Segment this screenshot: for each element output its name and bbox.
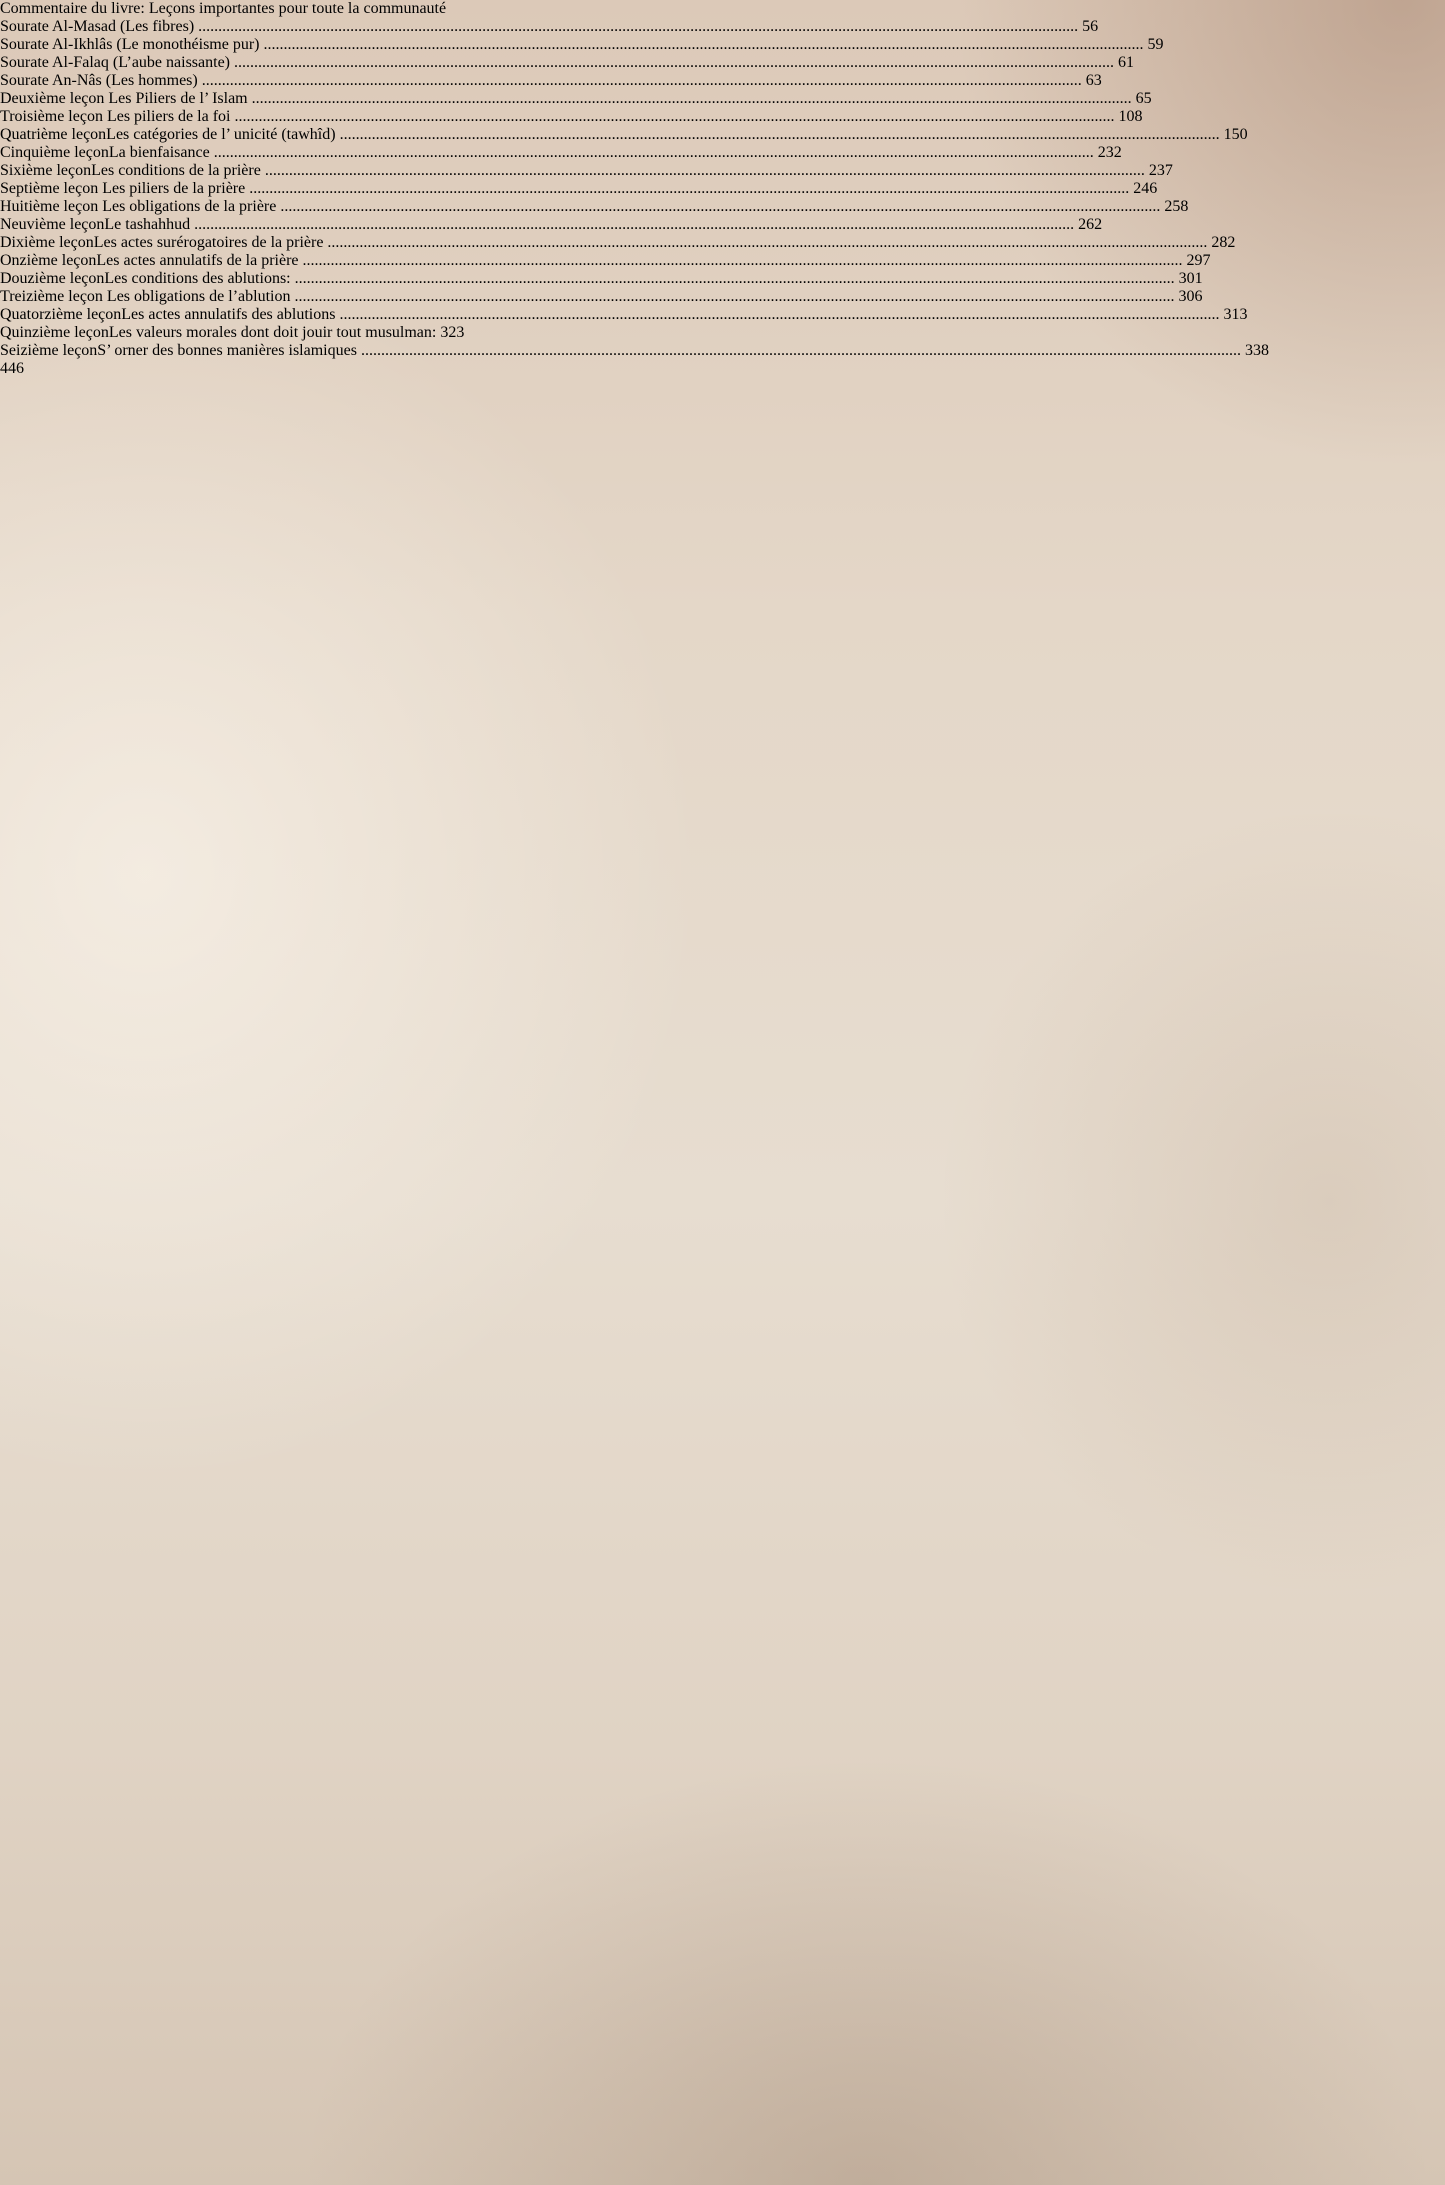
entry-label [0,198,276,215]
toc-entry [0,306,1445,324]
entry-page-number: 297 [1186,252,1211,269]
toc-entry [0,180,1445,198]
dot-leader: ............................................................................................................................................................................................................................ [339,126,1220,143]
dot-leader: ............................................................................................................................................................................................................................ [213,144,1094,161]
entry-page-number: 63 [1085,72,1102,89]
toc-entry [0,270,1445,288]
entry-label [0,234,323,251]
dot-leader: ............................................................................................................................................................................................................................ [249,180,1130,197]
dot-leader: ............................................................................................................................................................................................................................ [234,108,1115,125]
toc-entry [0,144,1445,162]
dot-leader: ............................................................................................................................................................................................................................ [201,72,1082,89]
entry-label [0,54,230,71]
toc-entry [0,36,1445,54]
entry-lesson-name: Dixième leçon [0,234,94,251]
entry-page-number: 237 [1148,162,1173,179]
entry-title: Les conditions des ablutions: [104,270,291,287]
footer-page-number: 446 [0,360,24,377]
toc-entry [0,216,1445,234]
entry-title: Sourate Al-Ikhlâs (Le monothéisme pur) [0,36,260,53]
entry-page-number: 59 [1147,36,1164,53]
entry-lesson-name: Neuvième leçon [0,216,105,233]
running-header: Commentaire du livre: Leçons importantes pour toute la communauté [0,0,447,17]
dot-leader: ............................................................................................................................................................................................................................ [263,36,1144,53]
dot-leader: ............................................................................................................................................................................................................................ [234,54,1115,71]
dot-leader: ............................................................................................................................................................................................................................ [294,288,1175,305]
toc-entry [0,126,1445,144]
entry-label [0,18,194,35]
entry-lesson-name: Quatrième leçon [0,126,107,143]
entry-title: Les actes annulatifs des ablutions [121,306,336,323]
toc-entry [0,234,1445,252]
dot-leader: ............................................................................................................................................................................................................................ [360,342,1241,359]
toc-entry [0,54,1445,72]
entry-title: Sourate Al-Falaq (L’aube naissante) [0,54,231,71]
entry-title: Treizième leçon Les obligations de l’ablution [0,288,291,305]
entry-lesson-name: Quatorzième leçon [0,306,122,323]
entry-label [0,90,248,107]
toc-entry [0,252,1445,270]
entry-title: Sourate An-Nâs (Les hommes) [0,72,198,89]
entry-label [0,180,245,197]
toc-entry [0,288,1445,306]
entry-page-number: 232 [1097,144,1122,161]
toc [0,18,1445,360]
toc-entry [0,90,1445,108]
entry-page-number: 306 [1178,288,1203,305]
entry-lesson-name: Douzième leçon [0,270,105,287]
entry-title: Les actes surérogatoires de la prière [93,234,324,251]
entry-title: Huitième leçon Les obligations de la prière [0,198,277,215]
dot-leader: ............................................................................................................................................................................................................................ [280,198,1161,215]
entry-lesson-name: Seizième leçon [0,342,98,359]
dot-leader: ............................................................................................................................................................................................................................ [198,18,1079,35]
entry-page-number: 150 [1223,126,1248,143]
entry-title: Septième leçon Les piliers de la prière [0,180,246,197]
toc-entry [0,198,1445,216]
entry-title: Troisième leçon Les piliers de la foi [0,108,231,125]
toc-entry [0,108,1445,126]
entry-title: Les catégories de l’ unicité (tawhîd) [106,126,336,143]
entry-label [0,72,198,89]
entry-label [0,324,436,341]
entry-page-number: 56 [1082,18,1099,35]
entry-page-number: 323 [440,324,465,341]
dot-leader: ............................................................................................................................................................................................................................ [339,306,1220,323]
entry-page-number: 65 [1135,90,1152,107]
dot-leader: ............................................................................................................................................................................................................................ [302,252,1183,269]
entry-label [0,36,260,53]
toc-entry [0,342,1445,360]
entry-title: Les actes annulatifs de la prière [96,252,299,269]
entry-page-number: 246 [1133,180,1158,197]
entry-title: S’ orner des bonnes manières islamiques [97,342,357,359]
entry-page-number: 282 [1211,234,1236,251]
entry-lesson-name: Quinzième leçon [0,324,109,341]
entry-page-number: 108 [1118,108,1143,125]
page-content [0,0,1445,378]
entry-page-number: 301 [1178,270,1203,287]
entry-label [0,288,290,305]
entry-title: Les conditions de la prière [91,162,261,179]
entry-page-number: 262 [1078,216,1103,233]
dot-leader: ............................................................................................................................................................................................................................ [194,216,1075,233]
entry-label [0,108,230,125]
entry-label [0,126,336,143]
dot-leader: ............................................................................................................................................................................................................................ [251,90,1132,107]
entry-title: Deuxième leçon Les Piliers de l’ Islam [0,90,248,107]
entry-title: Sourate Al-Masad (Les fibres) [0,18,195,35]
entry-lesson-name: Onzième leçon [0,252,97,269]
entry-lesson-name: Sixième leçon [0,162,92,179]
entry-label [0,306,335,323]
entry-label [0,252,299,269]
dot-leader: ............................................................................................................................................................................................................................ [327,234,1208,251]
entry-label [0,342,357,359]
toc-entry [0,72,1445,90]
entry-title: Les valeurs morales dont doit jouir tout musulman: [108,324,437,341]
entry-label [0,270,291,287]
toc-entry [0,162,1445,180]
entry-label [0,144,210,161]
entry-title: La bienfaisance [108,144,210,161]
entry-label [0,216,190,233]
entry-label [0,162,261,179]
entry-page-number: 313 [1223,306,1248,323]
entry-title: Le tashahhud [104,216,191,233]
entry-page-number: 338 [1244,342,1269,359]
entry-page-number: 258 [1164,198,1189,215]
dot-leader: ............................................................................................................................................................................................................................ [294,270,1175,287]
dot-leader: ............................................................................................................................................................................................................................ [264,162,1145,179]
entry-page-number: 61 [1118,54,1135,71]
entry-lesson-name: Cinquième leçon [0,144,109,161]
toc-entry [0,18,1445,36]
toc-entry [0,324,1445,342]
